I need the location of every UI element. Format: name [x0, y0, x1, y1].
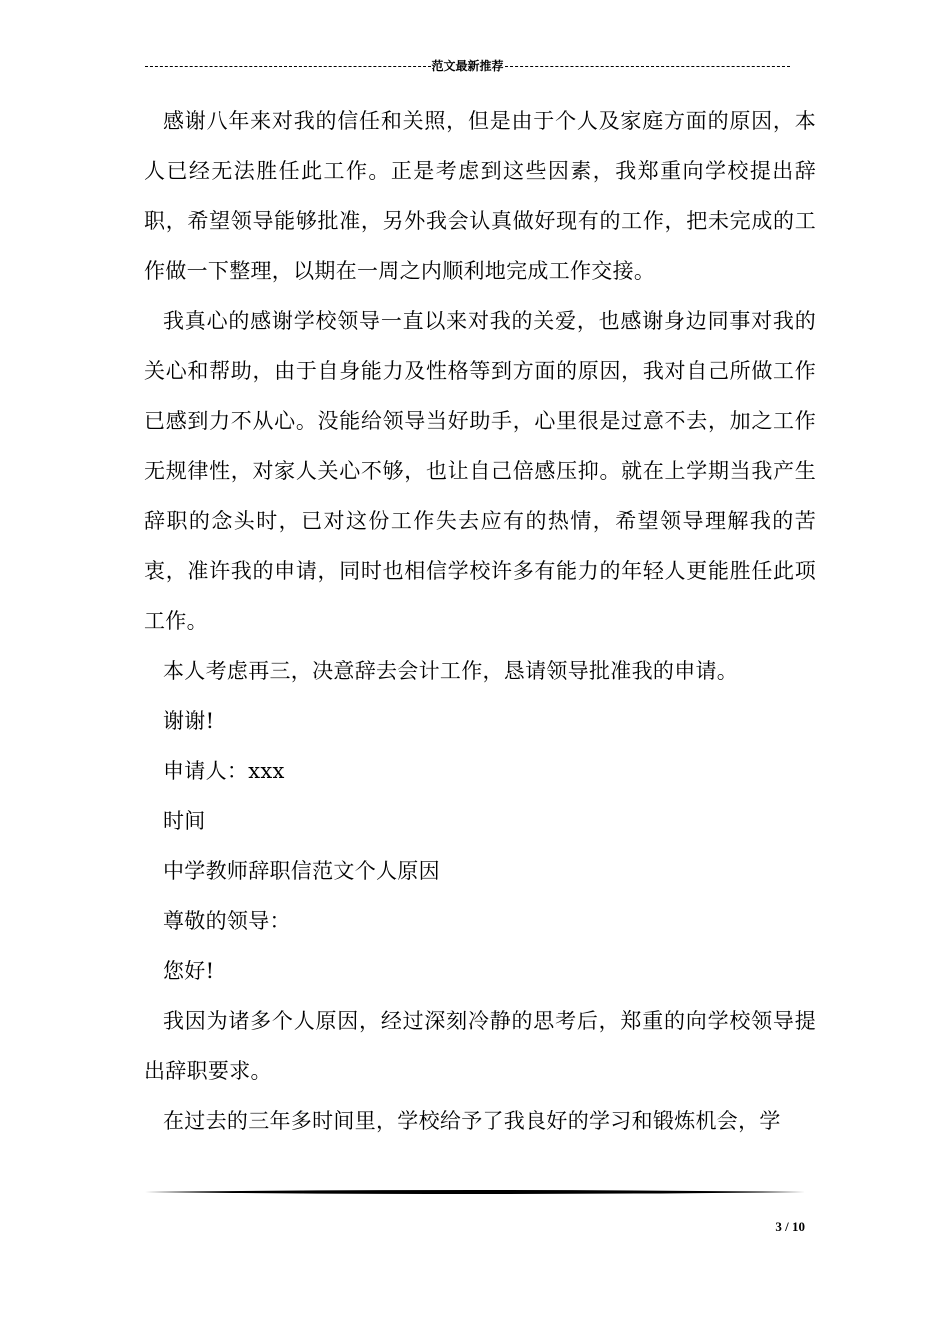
paragraph-11: 在过去的三年多时间里，学校给予了我良好的学习和锻炼机会，学 [163, 1109, 781, 1133]
document-body [144, 96, 816, 1146]
page-number: 3 / 10 [775, 1219, 805, 1234]
footer-divider [145, 1187, 805, 1197]
paragraph-5: 申请人：xxx [163, 759, 285, 783]
paragraph-1: 感谢八年来对我的信任和关照，但是由于个人及家庭方面的原因，本人已经无法胜任此工作。正是考虑到这些因素，我郑重向学校提出辞职，希望领导能够批准，另外我会认真做好现有的工作，把未完成的工作做一下整理，以期在一周之内顺利地完成工作交接。 [144, 109, 816, 283]
page-header [145, 58, 790, 74]
paragraph-3: 本人考虑再三，决意辞去会计工作，恳请领导批准我的申请。 [163, 659, 739, 683]
paragraph-6: 时间 [163, 809, 206, 833]
paragraph-8: 尊敬的领导： [163, 909, 291, 933]
paragraph-7: 中学教师辞职信范文个人原因 [163, 859, 440, 883]
paragraph-2: 我真心的感谢学校领导一直以来对我的关爱，也感谢身边同事对我的关心和帮助，由于自身能力及性格等到方面的原因，我对自己所做工作已感到力不从心。没能给领导当好助手，心里很是过意不去，加之工作无规律性，对家人关心不够，也让自己倍感压抑。就在上学期当我产生辞职的念头时，已对这份工作失去应有的热情，希望领导理解我的苦衷，准许我的申请，同时也相信学校许多有能力的年轻人更能胜任此项工作。 [144, 309, 816, 633]
paragraph-4: 谢谢! [163, 709, 215, 733]
header-title: 范文最新推荐 [431, 59, 504, 73]
paragraph-10: 我因为诸多个人原因，经过深刻冷静的思考后，郑重的向学校领导提出辞职要求。 [144, 1009, 816, 1083]
header-dash-left [145, 66, 431, 67]
header-dash-right [505, 66, 791, 67]
paragraph-9: 您好! [163, 959, 215, 983]
